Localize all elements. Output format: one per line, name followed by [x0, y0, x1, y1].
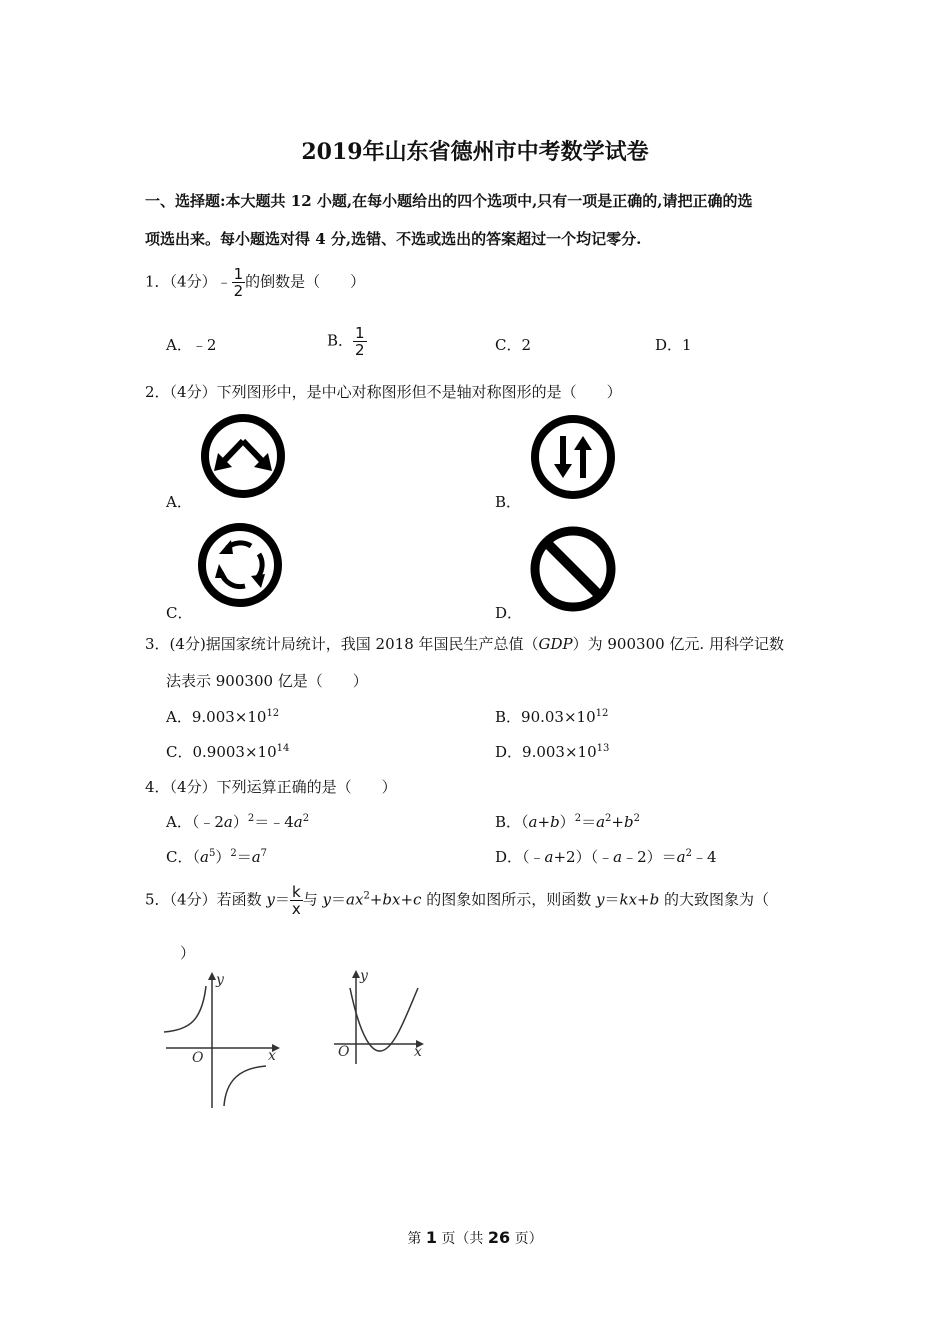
question-2: 2．（4分）下列图形中，是中心对称图形但不是轴对称图形的是（ ） — [145, 383, 622, 401]
q4-a-var: a — [223, 813, 233, 831]
q4-d-a: a — [544, 848, 554, 866]
q4-a-mid: ） — [232, 813, 248, 831]
q1-option-b — [327, 325, 367, 358]
footer-total-pages: 26 — [487, 1228, 511, 1247]
parabola-curve — [350, 988, 418, 1051]
q4-b-a2: a — [596, 813, 606, 831]
q1-numerator: 1 — [233, 265, 244, 283]
question-5-close: ） — [180, 944, 196, 962]
q1-option-a: A．﹣2 — [166, 336, 217, 354]
q4-b-a: a — [528, 813, 538, 831]
q4-option-b — [495, 811, 640, 832]
q4-d-e: 2 — [685, 848, 692, 859]
q4-a-var2: a — [293, 813, 303, 831]
question-4: 4．（4分）下列运算正确的是（ ） — [145, 778, 397, 796]
q4-c-eq: ＝ — [236, 848, 252, 866]
x-axis-label: x — [414, 1044, 422, 1060]
y-axis-label: y — [360, 968, 368, 984]
q5-eq3: ＝ — [604, 890, 620, 909]
q4-c-e: 5 — [208, 848, 216, 859]
q5-y2: y — [322, 890, 332, 909]
q5-b: b — [649, 890, 660, 909]
question-3-line1 — [145, 633, 784, 654]
y-axis-label: y — [216, 972, 224, 988]
roundabout-sign-icon — [197, 522, 283, 608]
q2-option-d: D． — [495, 604, 523, 622]
q4-option-d — [495, 846, 716, 867]
q5-y1: y — [266, 890, 275, 909]
q3-d-exp: 13 — [596, 743, 610, 754]
q1-fraction — [232, 266, 246, 299]
page-footer — [0, 1228, 950, 1248]
origin-label: O — [192, 1050, 204, 1066]
q4-b-e3: 2 — [633, 813, 640, 824]
q5-x: x — [291, 900, 301, 918]
x-axis-label: x — [268, 1048, 276, 1064]
q4-b-pre: B．（ — [495, 813, 529, 831]
q1-option-d: D．1 — [655, 336, 692, 354]
q5-mid2: 的图象如图所示，则函数 — [421, 890, 596, 909]
q5-prefix: 5．（4分）若函数 — [145, 890, 267, 909]
q4-d-m1: +2）（﹣ — [553, 848, 614, 866]
question-5 — [145, 884, 769, 917]
footer-post: 页） — [510, 1231, 543, 1247]
q5-e2: 2 — [363, 890, 370, 902]
hyperbola-graph — [160, 970, 282, 1110]
q3-option-d — [495, 741, 609, 762]
q5-fraction — [290, 884, 303, 917]
q4-d-end: ﹣4 — [691, 848, 717, 866]
q4-b-plus: + — [537, 813, 551, 831]
footer-page-number: 1 — [425, 1228, 437, 1247]
section-heading-line1: 一、选择题:本大题共 12 小题,在每小题给出的四个选项中,只有一项是正确的,请把正确的选 — [145, 192, 753, 210]
q3-option-c — [166, 741, 289, 762]
q5-plus3: + — [637, 890, 650, 909]
q5-end: 的大致图象为（ — [659, 890, 770, 909]
q3-text-a: 3．(4分)据国家统计局统计，我国 2018 年国民生产总值（ — [145, 635, 539, 653]
section-heading-line2: 项选出来。每小题选对得 4 分,选错、不选或选出的答案超过一个均记零分. — [145, 230, 642, 248]
q3-text-b: ）为 900300 亿元. 用科学记数 — [572, 635, 784, 653]
q1-suffix: 的倒数是（ ） — [245, 272, 366, 291]
q1-prefix: 1．（4分） — [145, 272, 217, 291]
q2-option-a: A． — [166, 493, 192, 511]
hyperbola-right-branch — [224, 1066, 266, 1106]
q5-k: k — [290, 884, 303, 901]
q4-c-pre: C．（ — [166, 848, 200, 866]
q4-b-e2: 2 — [605, 813, 612, 824]
up-down-arrows-sign-icon — [530, 414, 616, 500]
footer-mid: 页（共 — [436, 1231, 488, 1247]
q3-b-exp: 12 — [595, 708, 609, 719]
q5-y3: y — [595, 890, 605, 909]
q4-d-a2: a — [613, 848, 623, 866]
q4-a-exp2: 2 — [302, 813, 310, 824]
q4-b-b2: b — [623, 813, 634, 831]
question-1 — [145, 266, 365, 299]
q4-c-a: a — [199, 848, 209, 866]
q4-a-pre: A．（﹣2 — [166, 813, 224, 831]
q5-kx: kx — [619, 890, 638, 909]
q4-d-pre: D．（﹣ — [495, 848, 545, 866]
q4-a-eq: ＝﹣4 — [254, 813, 294, 831]
q3-option-b — [495, 706, 608, 727]
q4-c-mid: ） — [215, 848, 231, 866]
q4-option-c — [166, 846, 267, 867]
q5-plus2: + — [400, 890, 414, 909]
question-3-line2: 法表示 900300 亿是（ ） — [166, 672, 368, 690]
q1-option-b-den: 2 — [355, 341, 365, 359]
q1-option-b-label: B． — [327, 331, 354, 350]
parabola-graph — [330, 966, 430, 1066]
q3-c-base: C．0.9003×10 — [166, 743, 277, 761]
no-entry-sign-icon — [530, 526, 616, 612]
q3-c-exp: 14 — [276, 743, 290, 754]
q4-c-e2: 7 — [260, 848, 268, 859]
q5-eq1: ＝ — [274, 890, 290, 909]
q1-option-b-fraction — [353, 325, 367, 358]
q4-b-eq: ＝ — [581, 813, 597, 831]
q2-option-b: B． — [495, 493, 522, 511]
q3-a-base: A．9.003×10 — [166, 708, 267, 726]
hyperbola-left-branch — [164, 986, 206, 1032]
q5-mid: 与 — [302, 890, 323, 909]
q4-d-m2: ﹣2）＝ — [622, 848, 677, 866]
q4-b-b: b — [550, 813, 560, 831]
q1-option-c: C．2 — [495, 336, 532, 354]
origin-label: O — [338, 1044, 350, 1060]
q3-b-base: B．90.03×10 — [495, 708, 596, 726]
q1-option-b-num: 1 — [355, 324, 365, 342]
q2-option-c: C． — [166, 604, 193, 622]
q3-a-exp: 12 — [266, 708, 280, 719]
page-title: 2019年山东省德州市中考数学试卷 — [301, 139, 649, 165]
q5-bx: bx — [382, 890, 401, 909]
q4-b-plus2: + — [611, 813, 624, 831]
q3-option-a — [166, 706, 279, 727]
q3-d-base: D．9.003×10 — [495, 743, 597, 761]
q5-c: c — [413, 890, 422, 909]
footer-pre: 第 — [407, 1231, 426, 1247]
q4-a-exp: 2 — [247, 813, 255, 824]
q4-b-mid: ） — [559, 813, 575, 831]
q4-b-exp: 2 — [574, 813, 582, 824]
q4-d-a3: a — [676, 848, 686, 866]
q1-minus: ﹣ — [216, 272, 232, 291]
q4-c-a2: a — [251, 848, 261, 866]
q1-denominator: 2 — [233, 282, 244, 300]
q5-plus1: + — [369, 890, 383, 909]
q3-gdp: GDP — [538, 635, 573, 653]
q4-option-a — [166, 811, 309, 832]
diagonal-arrows-sign-icon — [200, 413, 286, 499]
q4-c-exp: 2 — [230, 848, 237, 859]
q5-ax: ax — [346, 890, 364, 909]
q5-eq2: ＝ — [331, 890, 347, 909]
